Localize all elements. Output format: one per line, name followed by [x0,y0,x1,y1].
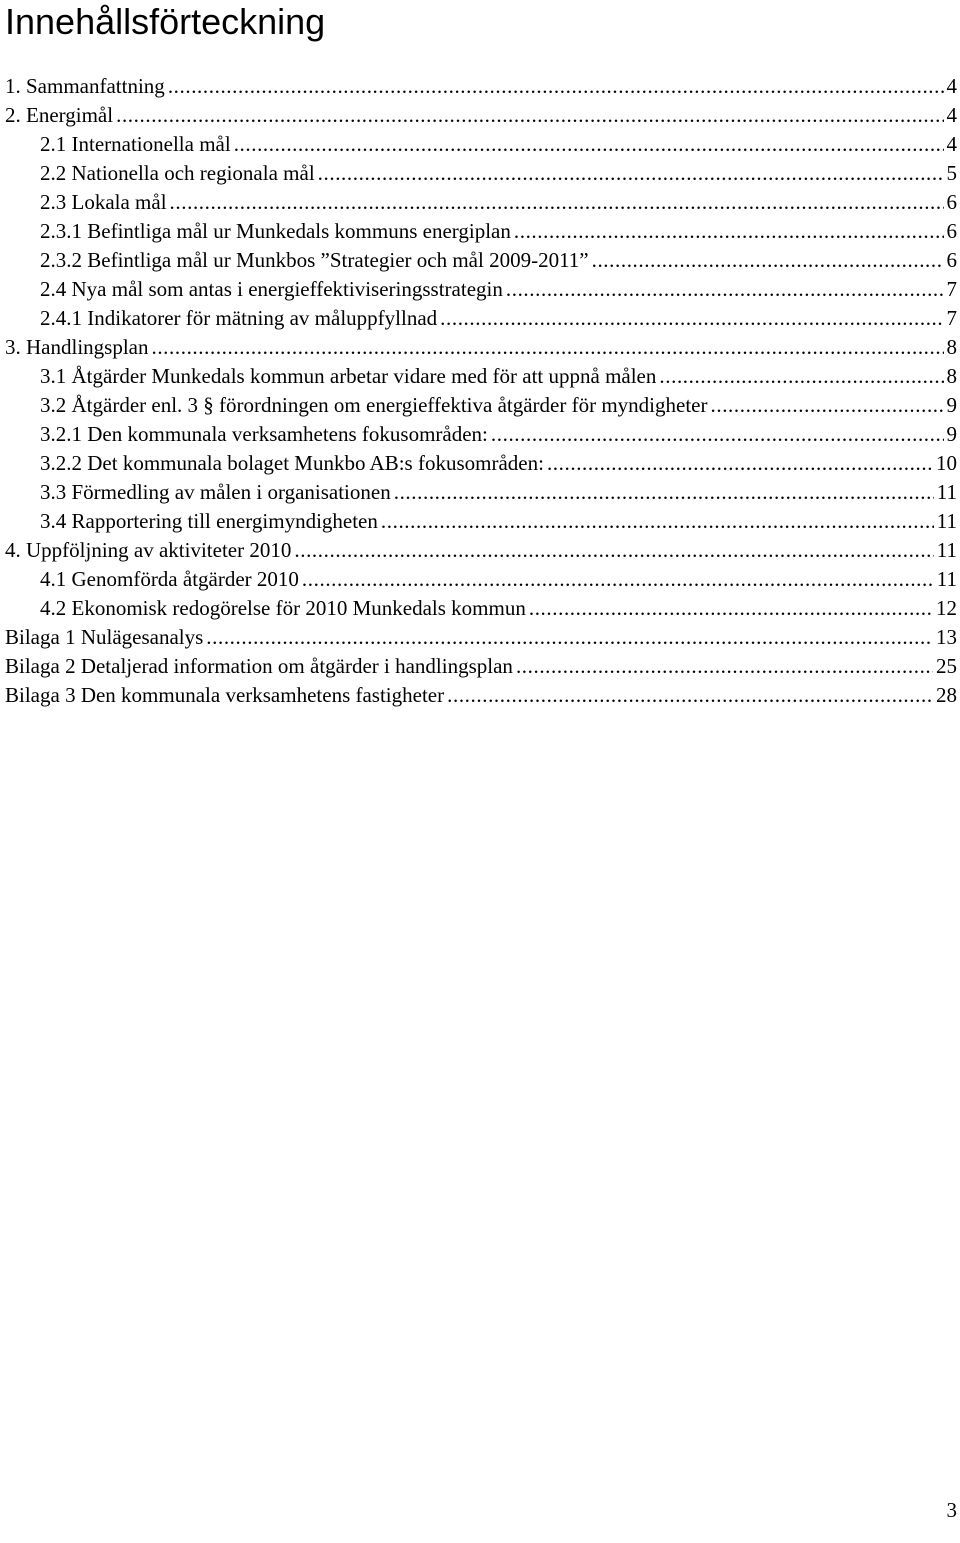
toc-entry[interactable] [0,536,960,565]
toc-entry-label: Bilaga 2 Detaljerad information om åtgärder i handlingsplan [5,654,513,678]
toc-entry-page: 4 [946,74,957,98]
toc-entry[interactable] [0,652,960,681]
toc-entry-label: 3. Handlingsplan [5,335,149,359]
toc-entry[interactable] [0,507,960,536]
toc-entry[interactable] [0,246,960,275]
toc-entry-label: 1. Sammanfattning [5,74,165,98]
toc-entry[interactable] [0,681,960,710]
toc-entry-label: 2.3.1 Befintliga mål ur Munkedals kommuns energiplan [40,219,511,243]
toc-entry-label: 4. Uppföljning av aktiviteter 2010 [5,538,292,562]
toc-dot-leader [318,159,944,188]
toc-entry-page: 13 [936,625,957,649]
toc-dot-leader [659,362,943,391]
toc-dot-leader [206,623,933,652]
toc-entry-page: 28 [936,683,957,707]
toc-entry[interactable] [0,188,960,217]
toc-entry-label: 3.2.2 Det kommunala bolaget Munkbo AB:s fokusområden: [40,451,544,475]
toc-entry-label: 3.4 Rapportering till energimyndigheten [40,509,378,533]
toc-entry-label: 3.2 Åtgärder enl. 3 § förordningen om energieffektiva åtgärder för myndigheter [40,393,708,417]
toc-entry[interactable] [0,101,960,130]
toc-entry[interactable] [0,159,960,188]
toc-entry[interactable] [0,420,960,449]
toc-entry-label: 3.1 Åtgärder Munkedals kommun arbetar vidare med för att uppnå målen [40,364,657,388]
toc-dot-leader [516,652,933,681]
toc-entry-label: 2.4.1 Indikatorer för mätning av måluppfyllnad [40,306,438,330]
toc-entry-label: 4.2 Ekonomisk redogörelse för 2010 Munkedals kommun [40,596,526,620]
toc-dot-leader [116,101,943,130]
toc-entry-page: 5 [946,161,957,185]
toc-entry-label: 2.2 Nationella och regionala mål [40,161,315,185]
toc-entry-page: 8 [946,364,957,388]
toc-entry[interactable] [0,449,960,478]
toc-dot-leader [529,594,933,623]
toc-entry-label: 4.1 Genomförda åtgärder 2010 [40,567,299,591]
toc-entry-page: 4 [946,132,957,156]
toc-entry-page: 7 [946,277,957,301]
toc-entry[interactable] [0,362,960,391]
toc-entry-page: 6 [946,248,957,272]
toc-entry[interactable] [0,565,960,594]
toc-entry[interactable] [0,275,960,304]
toc-dot-leader [592,246,944,275]
toc-entry[interactable] [0,594,960,623]
toc-entry-page: 6 [946,190,957,214]
toc-entry-page: 11 [936,538,957,562]
toc-entry-page: 4 [946,103,957,127]
toc-entry-label: Bilaga 1 Nulägesanalys [5,625,204,649]
toc-entry[interactable] [0,304,960,333]
toc-entry-page: 11 [936,480,957,504]
toc-entry-label: 2.4 Nya mål som antas i energieffektiviseringsstrategin [40,277,503,301]
toc-dot-leader [506,275,944,304]
toc-dot-leader [491,420,944,449]
toc-entry-label: 3.3 Förmedling av målen i organisationen [40,480,391,504]
toc-entry[interactable] [0,130,960,159]
toc-entry-page: 11 [936,567,957,591]
toc-entry-label: 3.2.1 Den kommunala verksamhetens fokusområden: [40,422,488,446]
toc-entry[interactable] [0,333,960,362]
toc-dot-leader [711,391,944,420]
toc-entry-page: 7 [946,306,957,330]
toc-entry-page: 11 [936,509,957,533]
toc-entry[interactable] [0,478,960,507]
toc-dot-leader [447,681,933,710]
toc-dot-leader [394,478,934,507]
toc-entry-page: 12 [936,596,957,620]
toc-dot-leader [234,130,944,159]
toc-entry-page: 8 [946,335,957,359]
toc-dot-leader [381,507,934,536]
toc-dot-leader [151,333,943,362]
toc-entry[interactable] [0,391,960,420]
toc-entry-page: 25 [936,654,957,678]
toc-entry-label: 2.1 Internationella mål [40,132,231,156]
toc-entry-label: Bilaga 3 Den kommunala verksamhetens fastigheter [5,683,445,707]
toc-entry[interactable] [0,217,960,246]
page-title: Innehållsförteckning [5,1,326,42]
toc-dot-leader [168,72,944,101]
toc-entry-label: 2.3.2 Befintliga mål ur Munkbos ”Strategier och mål 2009-2011” [40,248,589,272]
toc-entry-label: 2.3 Lokala mål [40,190,167,214]
toc-entry-page: 9 [946,393,957,417]
table-of-contents [0,72,960,710]
toc-dot-leader [302,565,934,594]
toc-entry-page: 6 [946,219,957,243]
toc-dot-leader [294,536,933,565]
toc-dot-leader [440,304,943,333]
toc-dot-leader [547,449,933,478]
toc-entry[interactable] [0,623,960,652]
page-number: 3 [946,1498,957,1522]
toc-dot-leader [514,217,944,246]
toc-entry-label: 2. Energimål [5,103,114,127]
toc-dot-leader [170,188,944,217]
toc-entry-page: 10 [936,451,957,475]
toc-entry-page: 9 [946,422,957,446]
toc-entry[interactable] [0,72,960,101]
